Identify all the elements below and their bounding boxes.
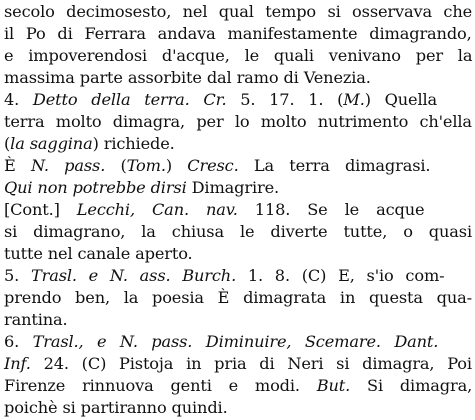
text-line [4, 0, 472, 24]
text-run: il Po di Ferrara andava manifestamente dimagrando, [4, 24, 472, 43]
text-run: 1. 8. (C) E, s'io com- [236, 266, 445, 285]
text-run: 24. (C) Pistoja in pria di Neri si dimagra, Poi [30, 354, 472, 373]
text-run: 5. [4, 266, 31, 285]
text-run: massima parte assorbite dal ramo di Venezia. [4, 68, 371, 87]
text-line [4, 44, 472, 68]
italic-text-run: N. pass. [30, 156, 106, 175]
text-line [4, 374, 472, 398]
italic-text-run: Lecchi, Can. nav. [76, 200, 238, 219]
italic-text-run: Inf. [4, 354, 31, 373]
text-line [4, 264, 444, 288]
text-run: 6. [4, 332, 33, 351]
text-run: 4. [4, 90, 33, 109]
text-line [4, 88, 437, 112]
text-line [4, 176, 279, 200]
italic-text-run: Tom. [126, 156, 166, 175]
text-line [4, 242, 193, 266]
text-line [4, 286, 472, 310]
text-line [4, 110, 472, 134]
italic-text-run: But. [316, 376, 351, 395]
text-run: ( [105, 156, 127, 175]
text-line [4, 132, 175, 156]
italic-text-run: Detto della terra. Cr. [32, 90, 227, 109]
text-run: ) [165, 156, 188, 175]
text-line [4, 396, 228, 420]
text-line [4, 154, 430, 178]
text-run: rantina. [4, 310, 68, 329]
text-line [4, 308, 68, 332]
text-run: terra molto dimagra, per lo molto nutrimento ch'ella [4, 112, 472, 131]
text-run: Si dimagra, [350, 376, 473, 395]
text-run: ) Quella [364, 90, 438, 109]
italic-text-run: Trasl., e N. pass. Diminuire, Scemare. Dant. [32, 332, 439, 351]
italic-text-run: la saggina [10, 134, 93, 153]
text-run: La terra dimagrasi. [238, 156, 431, 175]
italic-text-run: M. [343, 90, 365, 109]
text-run: poichè si partiranno quindi. [4, 398, 228, 417]
text-run: 5. 17. 1. ( [226, 90, 344, 109]
text-line [4, 352, 472, 376]
text-run: 118. Se le acque [237, 200, 425, 219]
italic-text-run: Trasl. e N. ass. Burch. [30, 266, 237, 285]
text-run: [Cont.] [4, 200, 77, 219]
text-line [4, 330, 438, 354]
text-run: È [4, 156, 31, 175]
text-run: secolo decimosesto, nel qual tempo si osservava che [4, 2, 473, 21]
italic-text-run: Qui non potrebbe dirsi [4, 178, 187, 197]
text-run: tutte nel canale aperto. [4, 244, 193, 263]
text-line [4, 198, 424, 222]
text-line [4, 22, 472, 46]
italic-text-run: Cresc. [187, 156, 239, 175]
text-run: Firenze rinnuova genti e modi. [4, 376, 317, 395]
text-run: ( [4, 134, 11, 153]
text-run: Dimagrire. [186, 178, 280, 197]
text-run: si dimagrano, la chiusa le diverte tutte, o quasi [4, 222, 472, 241]
text-line [4, 220, 472, 244]
text-run: ) richiede. [92, 134, 175, 153]
text-line [4, 66, 371, 90]
text-run: prendo ben, la poesia È dimagrata in questa qua- [4, 288, 472, 307]
text-run: e impoverendosi d'acque, le quali venivano per la [4, 46, 473, 65]
